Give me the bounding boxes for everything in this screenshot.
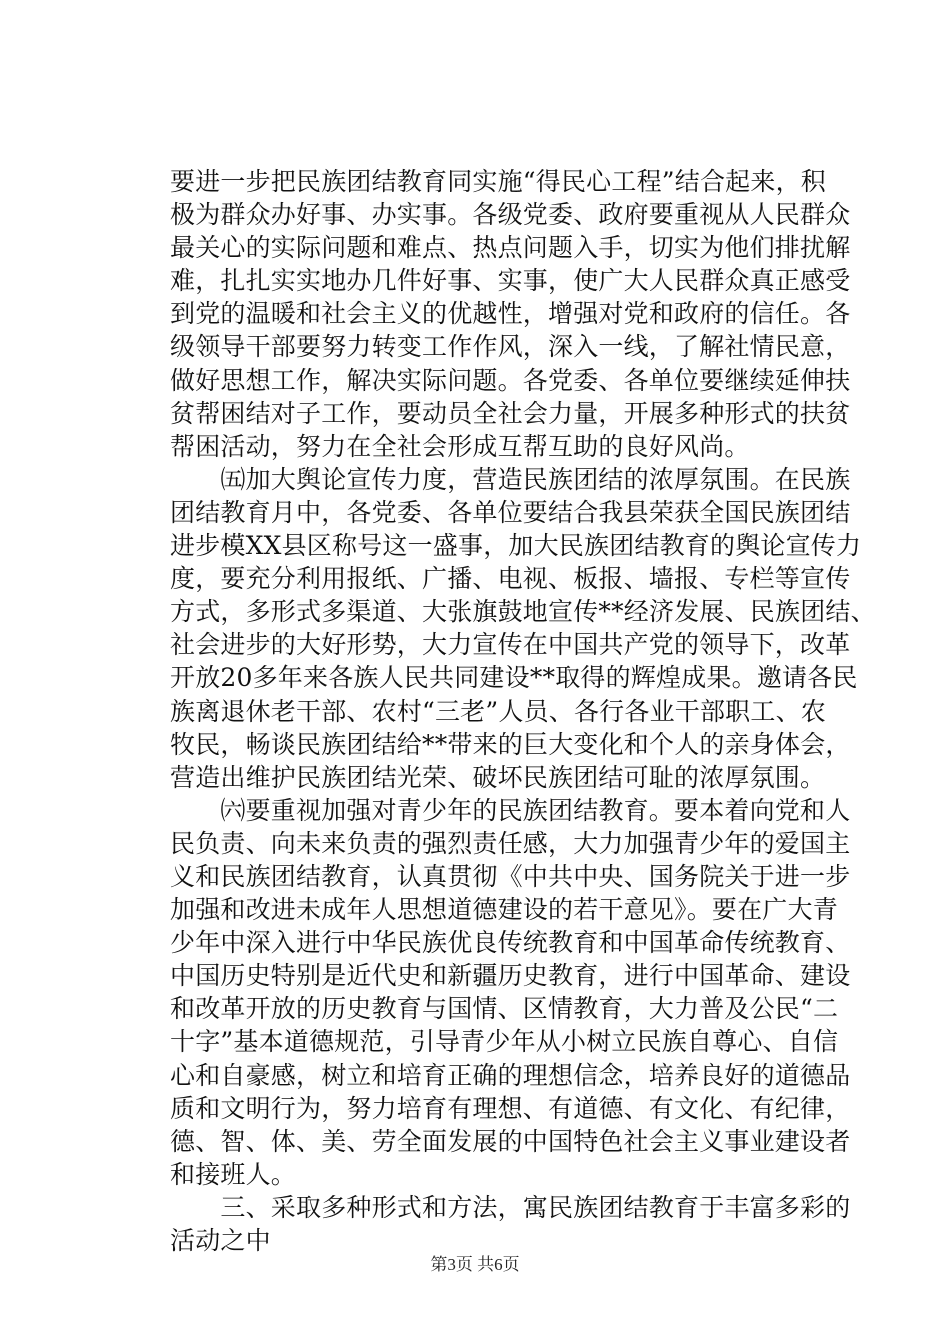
text-line: 德、智、体、美、劳全面发展的中国特色社会主义事业建设者	[170, 1126, 851, 1156]
text-line: 进步模XX县区称号这一盛事，加大民族团结教育的舆论宣传力	[170, 531, 862, 561]
text-line: ㈤加大舆论宣传力度，营造民族团结的浓厚氛围。在民族	[170, 464, 851, 494]
text-line: 加强和改进未成年人思想道德建设的若干意见》。要在广大青	[170, 895, 838, 925]
text-line: 开放20多年来各族人民共同建设**取得的辉煌成果。邀请各民	[170, 663, 858, 693]
text-line: 到党的温暖和社会主义的优越性，增强对党和政府的信任。各	[170, 299, 851, 329]
text-line: 难，扎扎实实地办几件好事、实事，使广大人民群众真正感受	[170, 266, 851, 296]
text-line: 和改革开放的历史教育与国情、区情教育，大力普及公民“二	[170, 994, 839, 1024]
text-line: 团结教育月中，各党委、各单位要结合我县荣获全国民族团结	[170, 497, 851, 527]
text-line: 中国历史特别是近代史和新疆历史教育，进行中国革命、建设	[170, 961, 851, 991]
text-line: 方式，多形式多渠道、大张旗鼓地宣传**经济发展、民族团结、	[170, 597, 876, 627]
text-line: 贫帮困结对子工作，要动员全社会力量，开展多种形式的扶贫	[170, 398, 851, 428]
text-line: ㈥要重视加强对青少年的民族团结教育。要本着向党和人	[170, 795, 851, 825]
page-number-footer: 第3页 共6页	[430, 1255, 520, 1274]
text-line: 心和自豪感，树立和培育正确的理想信念，培养良好的道德品	[170, 1060, 851, 1090]
text-line: 帮困活动，努力在全社会形成互帮互助的良好风尚。	[170, 431, 750, 461]
text-line: 级领导干部要努力转变工作作风，深入一线，了解社情民意，	[170, 332, 851, 362]
text-line: 营造出维护民族团结光荣、破坏民族团结可耻的浓厚氛围。	[170, 762, 826, 792]
text-line: 牧民，畅谈民族团结给**带来的巨大变化和个人的亲身体会，	[170, 729, 851, 759]
text-line: 义和民族团结教育，认真贯彻《中共中央、国务院关于进一步	[170, 861, 851, 891]
text-line: 质和文明行为，努力培育有理想、有道德、有文化、有纪律，	[170, 1093, 851, 1123]
text-line: 度，要充分利用报纸、广播、电视、板报、墙报、专栏等宣传	[170, 564, 851, 594]
text-line: 要进一步把民族团结教育同实施“得民心工程”结合起来，积	[170, 167, 826, 196]
text-line: 十字”基本道德规范，引导青少年从小树立民族自尊心、自信	[170, 1027, 839, 1057]
document-body	[170, 165, 876, 1257]
text-line: 族离退休老干部、农村“三老”人员、各行各业干部职工、农	[170, 696, 826, 726]
text-line: 少年中深入进行中华民族优良传统教育和中国革命传统教育、	[170, 928, 851, 958]
text-line: 民负责、向未来负责的强烈责任感，大力加强青少年的爱国主	[170, 828, 851, 858]
text-line: 和接班人。	[170, 1159, 297, 1189]
text-line: 社会进步的大好形势，大力宣传在中国共产党的领导下，改革	[170, 630, 851, 660]
text-line: 做好思想工作，解决实际问题。各党委、各单位要继续延伸扶	[170, 365, 851, 395]
text-line: 活动之中	[170, 1226, 271, 1255]
text-line: 最关心的实际问题和难点、热点问题入手，切实为他们排扰解	[170, 233, 851, 263]
text-line: 极为群众办好事、办实事。各级党委、政府要重视从人民群众	[170, 200, 851, 230]
text-line: 三、采取多种形式和方法，寓民族团结教育于丰富多彩的	[170, 1192, 851, 1222]
